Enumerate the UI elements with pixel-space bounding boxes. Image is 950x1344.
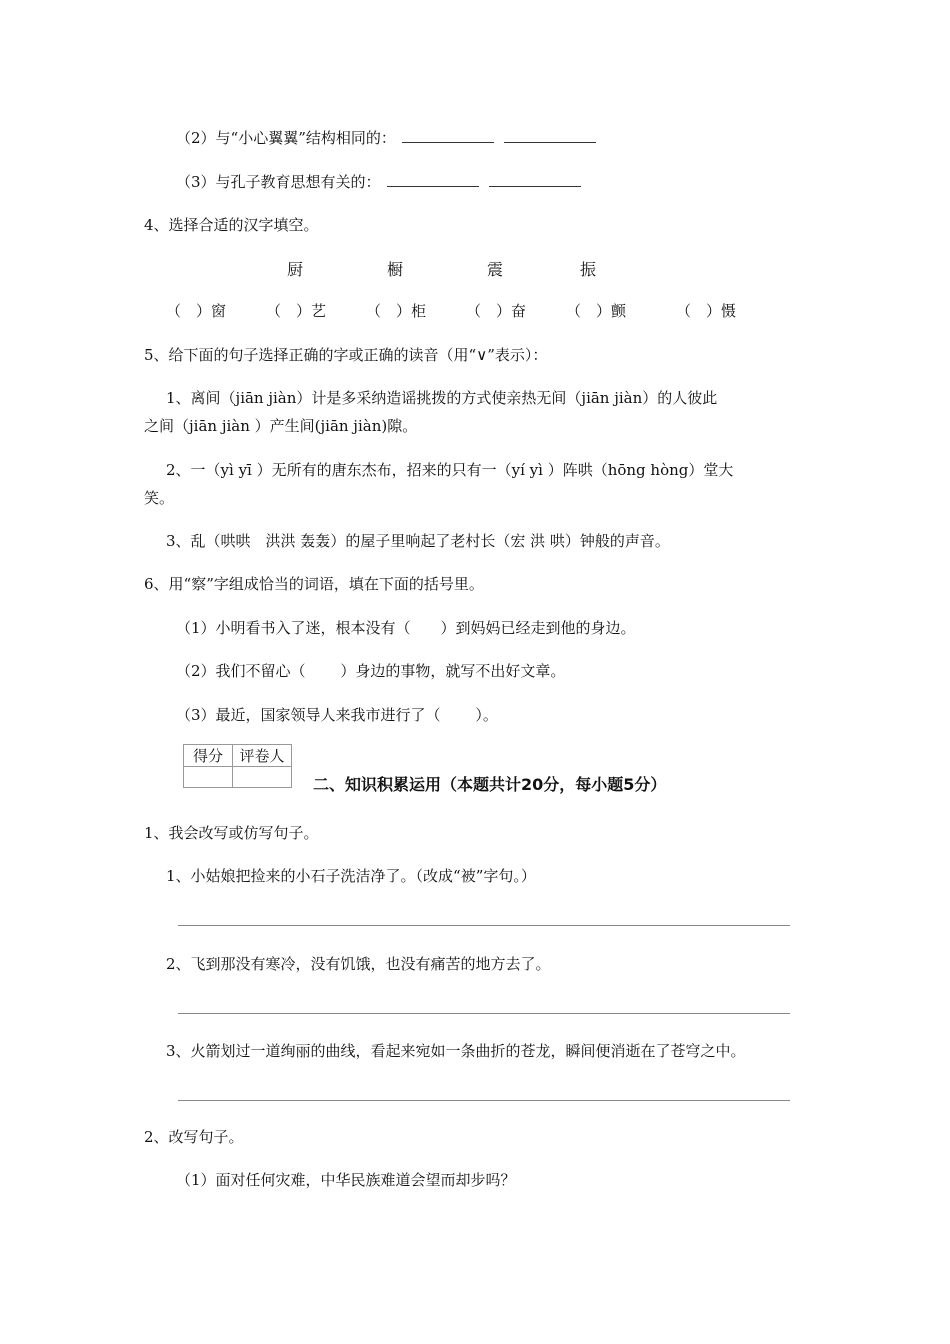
q3-item-2-text: （2）与“小心翼翼”结构相同的： xyxy=(176,129,396,147)
answer-line[interactable] xyxy=(178,1100,790,1101)
q4-option-5[interactable]: （ ）颤 xyxy=(566,302,627,320)
answer-blank[interactable] xyxy=(387,172,479,187)
q6-item-1: （1）小明看书入了迷，根本没有（ ）到妈妈已经走到他的身边。 xyxy=(176,619,636,637)
section-2-title: 二、知识积累运用（本题共计20分，每小题5分） xyxy=(313,775,667,794)
q4-option-3[interactable]: （ ）柜 xyxy=(366,302,427,320)
s2-q1-title: 1、我会改写或仿写句子。 xyxy=(144,824,319,842)
answer-blank[interactable] xyxy=(489,172,581,187)
s2-q2-item-1: （1）面对任何灾难，中华民族难道会望而却步吗？ xyxy=(176,1171,516,1189)
q6-item-2: （2）我们不留心（ ）身边的事物，就写不出好文章。 xyxy=(176,662,566,680)
q4-char-4: 振 xyxy=(580,260,597,279)
q4-option-2[interactable]: （ ）艺 xyxy=(266,302,327,320)
answer-line[interactable] xyxy=(178,925,790,926)
s2-q2-title: 2、改写句子。 xyxy=(144,1128,244,1146)
s2-q1-sentence-1: 1、小姑娘把捡来的小石子洗洁净了。（改成“被”字句。） xyxy=(166,867,536,885)
q3-item-3-text: （3）与孔子教育思想有关的： xyxy=(176,173,381,191)
answer-blank[interactable] xyxy=(402,128,494,143)
s2-q1-sentence-3: 3、火箭划过一道绚丽的曲线，看起来宛如一条曲折的苍龙，瞬间便消逝在了苍穹之中。 xyxy=(166,1042,746,1060)
q5-sentence-1-line-2: 之间（jiān jiàn ）产生间(jiān jiàn)隙。 xyxy=(144,417,418,435)
q3-item-3 xyxy=(176,172,581,192)
q4-option-1[interactable]: （ ）窗 xyxy=(166,302,227,320)
q4-option-6[interactable]: （ ）慑 xyxy=(676,302,737,320)
q4-char-2: 橱 xyxy=(387,260,404,279)
q6-item-3: （3）最近，国家领导人来我市进行了（ ）。 xyxy=(176,706,498,724)
q4-char-3: 震 xyxy=(487,260,504,279)
score-cell[interactable] xyxy=(184,767,233,788)
grader-cell[interactable] xyxy=(233,767,292,788)
q5-title: 5、给下面的句子选择正确的字或正确的读音（用“∨”表示）： xyxy=(144,346,548,364)
q6-title: 6、用“察”字组成恰当的词语，填在下面的括号里。 xyxy=(144,575,484,593)
q5-sentence-2-line-1: 2、一（yì yī ）无所有的唐东杰布，招来的只有一（yí yì ）阵哄（hōng hòng）堂大 xyxy=(166,461,734,479)
score-header: 得分 xyxy=(184,745,233,767)
q4-title: 4、选择合适的汉字填空。 xyxy=(144,216,319,234)
q5-sentence-2-line-2: 笑。 xyxy=(144,489,175,507)
score-table xyxy=(183,744,292,788)
q5-sentence-1-line-1: 1、离间（jiān jiàn）计是多采纳造谣挑拨的方式使亲热无间（jiān jiàn）的人彼此 xyxy=(166,389,718,407)
s2-q1-sentence-2: 2、飞到那没有寒冷，没有饥饿，也没有痛苦的地方去了。 xyxy=(166,955,551,973)
grader-header: 评卷人 xyxy=(233,745,292,767)
q4-option-4[interactable]: （ ）奋 xyxy=(466,302,527,320)
answer-blank[interactable] xyxy=(504,128,596,143)
q3-item-2 xyxy=(176,128,596,148)
q5-sentence-3: 3、乱（哄哄 洪洪 轰轰）的屋子里响起了老村长（宏 洪 哄）钟般的声音。 xyxy=(166,532,670,550)
q4-char-1: 厨 xyxy=(287,260,304,279)
answer-line[interactable] xyxy=(178,1013,790,1014)
